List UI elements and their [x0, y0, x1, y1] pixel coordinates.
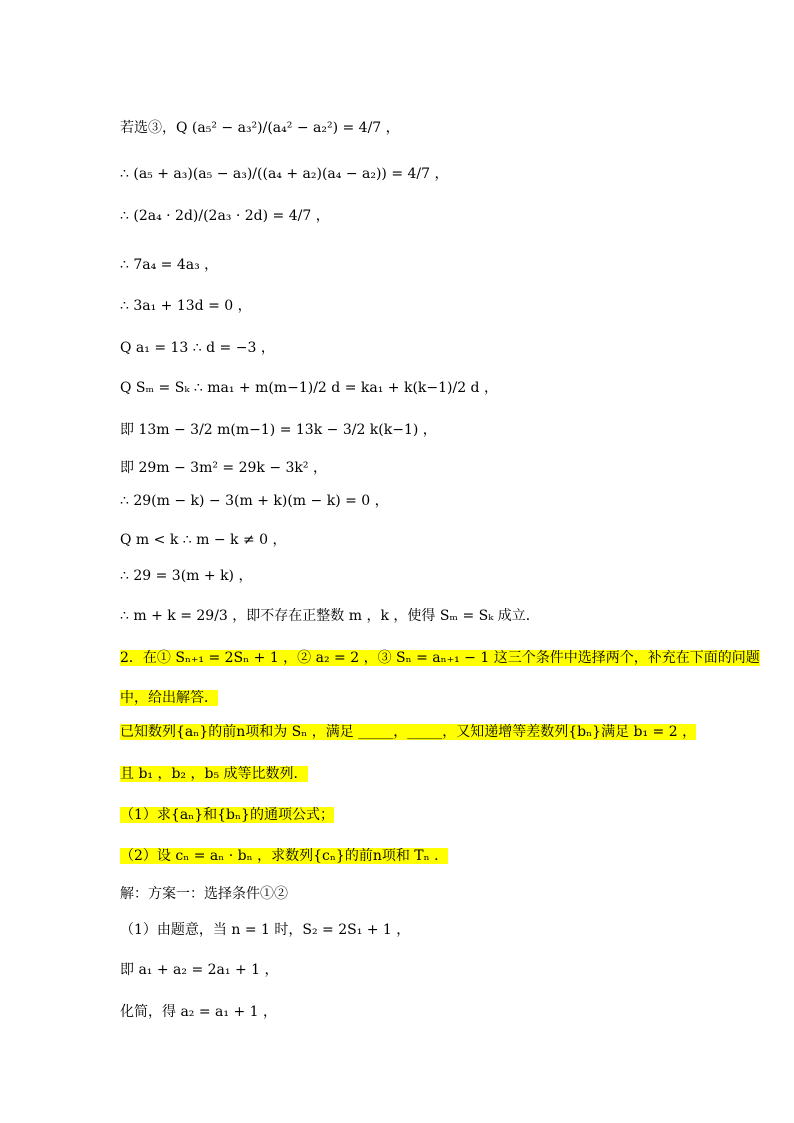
line-22: 即 a₁ + a₂ = 2a₁ + 1 ，: [120, 962, 279, 978]
line-8: 即 13m − 3/2 m(m−1) = 13k − 3/2 k(k−1) ，: [120, 422, 437, 438]
line-4: ∴ 7a₄ = 4a₃ ，: [120, 257, 219, 273]
line-18: [120, 805, 334, 825]
problem-2-statement: 2．在① Sₙ₊₁ = 2Sₙ + 1 ，② a₂ = 2 ，③ Sₙ = aₙ₊₁ − 1 这三个条件中选择两个，补充在下面的问题: [120, 650, 760, 666]
line-13: ∴ m + k = 29/3 ，即不存在正整数 m ，k ，使得 Sₘ = Sₖ 成立．: [120, 608, 540, 624]
line-6: Q a₁ = 13 ∴ d = −3 ，: [120, 340, 275, 356]
line-20: 解：方案一：选择条件①②: [120, 886, 288, 902]
line-7: Q Sₘ = Sₖ ∴ ma₁ + m(m−1)/2 d = ka₁ + k(k−1)/2 d ，: [120, 380, 498, 396]
line-16: [120, 722, 696, 742]
problem-2-part-2: （2）设 cₙ = aₙ · bₙ ，求数列{cₙ}的前n项和 Tₙ ．: [120, 848, 449, 864]
line-15: [120, 688, 218, 708]
problem-2-part-1: （1）求{aₙ}和{bₙ}的通项公式；: [120, 807, 334, 823]
problem-2-statement-cont: 中，给出解答．: [120, 690, 218, 706]
line-17: [120, 764, 308, 784]
line-11: Q m < k ∴ m − k ≠ 0 ，: [120, 532, 287, 548]
problem-2-given: 已知数列{aₙ}的前n项和为 Sₙ ，满足 _____，_____，又知递增等差数列{bₙ}满足 b₁ = 2 ，: [120, 724, 697, 740]
line-5: ∴ 3a₁ + 13d = 0 ，: [120, 298, 252, 314]
line-2: ∴ (a₅ + a₃)(a₅ − a₃)/((a₄ + a₂)(a₄ − a₂)) = 4/7 ，: [120, 166, 449, 182]
line-10: ∴ 29(m − k) − 3(m + k)(m − k) = 0 ，: [120, 493, 389, 509]
line-23: 化简，得 a₂ = a₁ + 1 ，: [120, 1004, 277, 1020]
line-14: [120, 648, 760, 668]
line-9: 即 29m − 3m² = 29k − 3k² ，: [120, 460, 327, 476]
line-1: 若选③，Q (a₅² − a₃²)/(a₄² − a₂²) = 4/7 ，: [120, 120, 400, 136]
line-3: ∴ (2a₄ · 2d)/(2a₃ · 2d) = 4/7 ，: [120, 208, 330, 224]
line-21: （1）由题意，当 n = 1 时，S₂ = 2S₁ + 1 ，: [120, 922, 411, 938]
problem-2-given-cont: 且 b₁ ，b₂ ，b₅ 成等比数列．: [120, 766, 308, 782]
line-12: ∴ 29 = 3(m + k) ，: [120, 568, 253, 584]
line-19: [120, 846, 448, 866]
